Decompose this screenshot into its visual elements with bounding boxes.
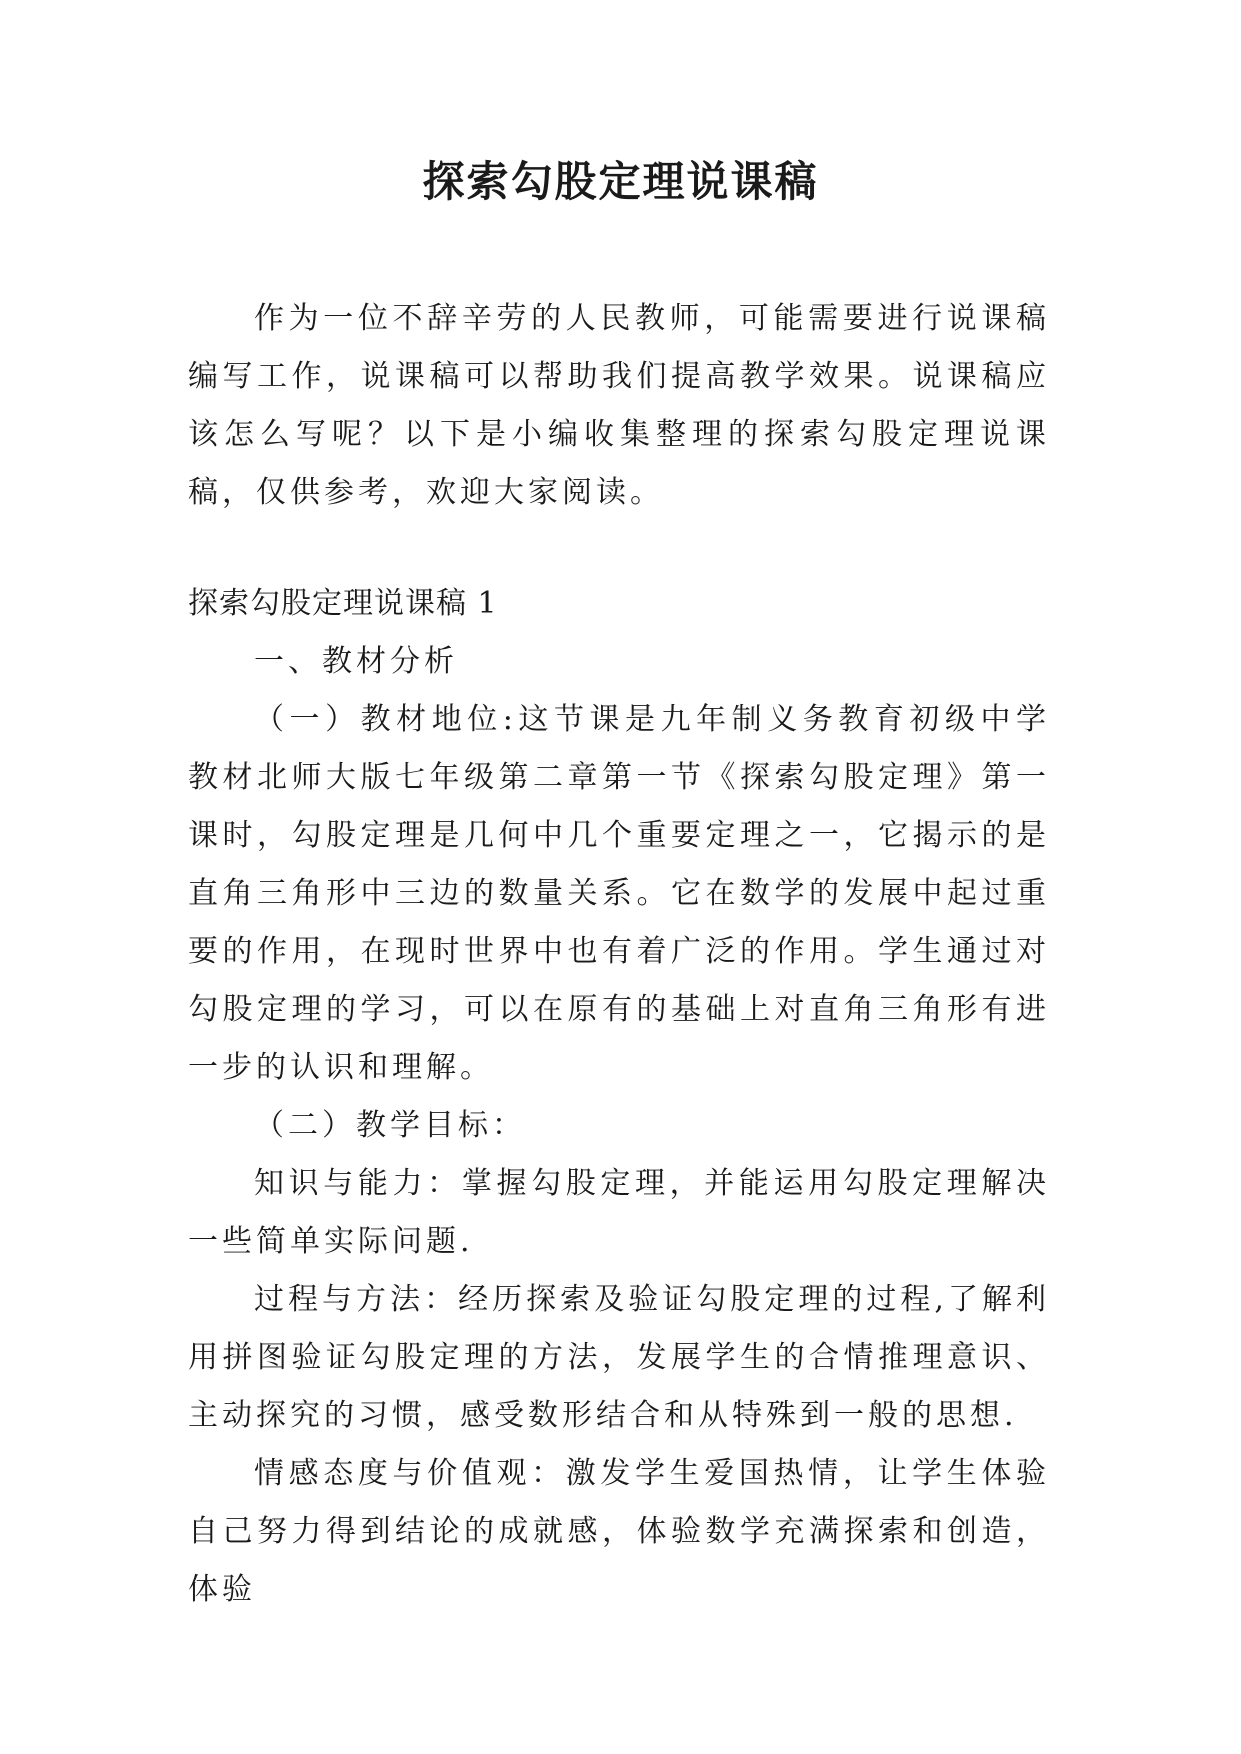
intro-paragraph: 作为一位不辞辛劳的人民教师，可能需要进行说课稿编写工作，说课稿可以帮助我们提高教学效果。说课稿应该怎么写呢？以下是小编收集整理的探索勾股定理说课稿，仅供参考，欢迎大家阅读。 [188, 301, 1050, 510]
section-title: 探索勾股定理说课稿 1 [188, 586, 498, 621]
document-title: 探索勾股定理说课稿 [422, 157, 819, 206]
paragraph-emotion-values: 情感态度与价值观：激发学生爱国热情，让学生体验自己努力得到结论的成就感，体验数学充满探索和创造，体验 [188, 1456, 1050, 1607]
paragraph-knowledge-ability: 知识与能力：掌握勾股定理，并能运用勾股定理解决一些简单实际问题. [188, 1166, 1050, 1259]
paragraph-textbook-position: （一）教材地位:这节课是九年制义务教育初级中学教材北师大版七年级第二章第一节《探索勾股定理》第一课时，勾股定理是几何中几个重要定理之一，它揭示的是直角三角形中三边的数量关系。它在数学的发展中起过重要的作用，在现时世界中也有着广泛的作用。学生通过对勾股定理的学习，可以在原有的基础上对直角三角形有进一步的认识和理解。 [188, 702, 1050, 1085]
heading-teaching-goals: （二）教学目标： [254, 1108, 526, 1143]
heading-textbook-analysis: 一、教材分析 [254, 644, 458, 679]
paragraph-process-method: 过程与方法：经历探索及验证勾股定理的过程,了解利用拼图验证勾股定理的方法，发展学生的合情推理意识、主动探究的习惯，感受数形结合和从特殊到一般的思想. [188, 1282, 1050, 1433]
